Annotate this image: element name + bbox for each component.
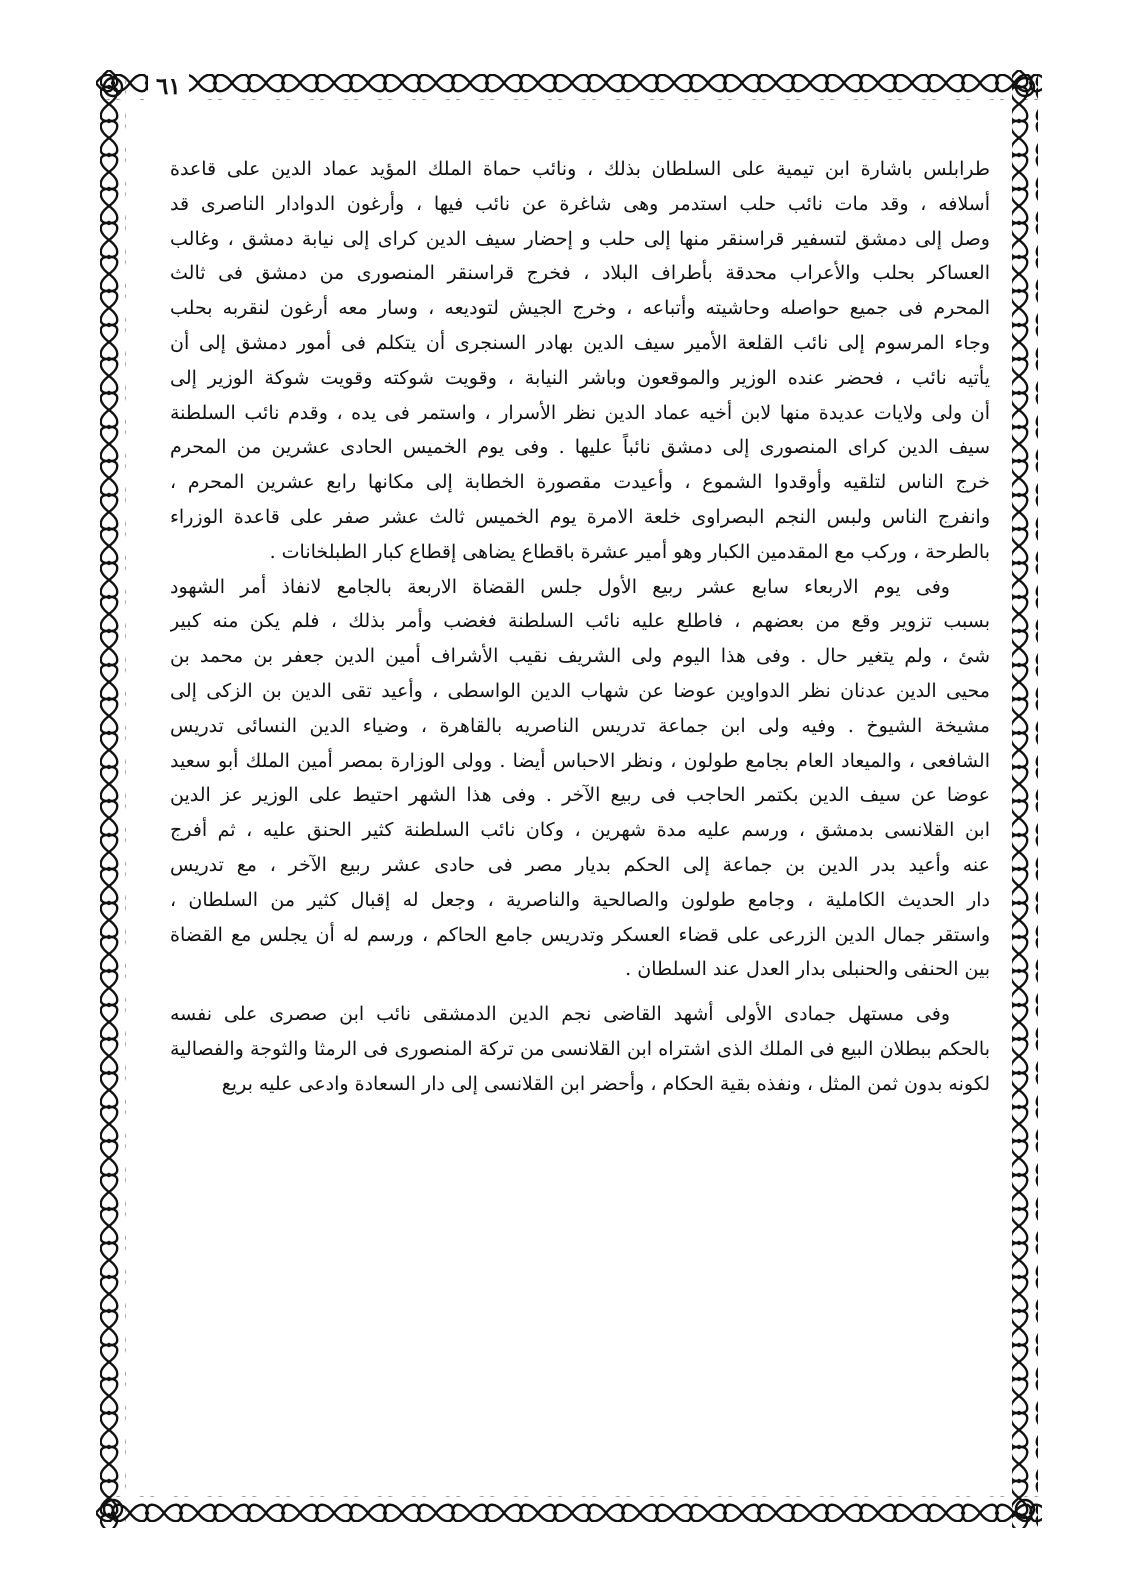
text-line: وانفرج الناس ولبس النجم البصراوى خلعة الامرة يوم الخميس ثالث عشر صفر على قاعدة الوزراء (170, 505, 990, 528)
text-line: أسلافه ، وقد مات نائب حلب استدمر وهى شاغرة عن نائب فيها ، وأرغون الدوادار الناصرى قد (170, 192, 990, 215)
paragraph (170, 997, 990, 1101)
text-line: بين الحنفى والحنبلى بدار العدل عند السلطان . (625, 958, 990, 981)
text-line: وجاء المرسوم إلى نائب القلعة الأمير سيف الدين بهادر السنجرى أن يتكلم فى أمور دمشق إلى أن (170, 331, 990, 354)
text-line: وفى يوم الاربعاء سابع عشر ربيع الأول جلس القضاة الاربعة بالجامع لانفاذ أمر الشهود (170, 575, 950, 598)
text-line: عنه وأعيد بدر الدين بن جماعة إلى الحكم بديار مصر فى حادى عشر ربيع الآخر ، مع تدريس (170, 853, 990, 876)
text-line: بالطرحة ، وركب مع المقدمين الكبار وهو أمير عشرة باقطاع يضاهى إقطاع كبار الطبلخانات . (269, 540, 990, 563)
text-line: خرج الناس لتلقيه وأوقدوا الشموع ، وأعيدت مقصورة الخطابة إلى مكانها رابع عشرين المحرم ، (170, 471, 990, 494)
text-line: سيف الدين كراى المنصورى إلى دمشق نائباً عليها . وفى يوم الخميس الحادى عشرين من المحرم (170, 436, 990, 459)
text-line: الشافعى ، والميعاد العام بجامع طولون ، ونظر الاحباس أيضا . وولى الوزارة بمصر أمين الملك أبو سعيد (170, 749, 990, 772)
text-line: مشيخة الشيوخ . وفيه ولى ابن جماعة تدريس الناصريه بالقاهرة ، وضياء الدين النسائى تدريس (170, 714, 990, 737)
text-line: وفى مستهل جمادى الأولى أشهد القاضى نجم الدين الدمشقى نائب ابن صصرى على نفسه (170, 1003, 950, 1026)
paragraph (170, 570, 990, 988)
text-line: عوضا عن سيف الدين بكتمر الحاجب فى ربيع الآخر . وفى هذا الشهر احتيط على الوزير عز الدين (170, 784, 990, 807)
text-line: بسبب تزوير وقع من بعضهم ، فاطلع عليه نائب السلطنة فغضب وأمر بذلك ، فلم يكن منه كبير (170, 610, 990, 633)
text-line: شئ ، ولم يتغير حال . وفى هذا اليوم ولى الشريف نقيب الأشراف أمين الدين جعفر بن محمد بن (170, 645, 990, 668)
text-line: ابن القلانسى بدمشق ، ورسم عليه مدة شهرين ، وكان نائب السلطنة كثير الحنق عليه ، ثم أفرج (170, 819, 990, 842)
text-line: لكونه بدون ثمن المثل ، ونفذه بقية الحكام ، وأحضر ابن القلانسى إلى دار السعادة وادعى عليه بريع (221, 1072, 990, 1095)
text-line: محيى الدين عدنان نظر الدواوين عوضا عن شهاب الدين الواسطى ، وأعيد تقى الدين بن الزكى إلى (170, 679, 990, 702)
text-line: بالحكم ببطلان البيع فى الملك الذى اشتراه ابن القلانسى من تركة المنصورى فى الرمثا والثوجة والفصالية (170, 1037, 990, 1060)
text-line: واستقر جمال الدين الزرعى على قضاء العسكر وتدريس جامع الحاكم ، ورسم له أن يجلس مع القضاة (170, 923, 990, 946)
text-line: طرابلس باشارة ابن تيمية على السلطان بذلك ، ونائب حماة الملك المؤيد عماد الدين على قاعدة (170, 158, 990, 180)
text-line: دار الحديث الكاملية ، وجامع طولون والصالحية والناصرية ، وجعل له إقبال كثير من السلطان ، (170, 888, 990, 911)
text-line: وصل إلى دمشق لتسفير قراسنقر منها إلى حلب و إحضار سيف الدين كراى إلى نيابة دمشق ، وغالب (170, 227, 990, 250)
text-line: أن ولى ولايات عديدة منها لابن أخيه عماد الدين نظر الأسرار ، واستمر فى يده ، وقدم نائب السلطنة (170, 401, 990, 424)
text-line: المحرم فى جميع حواصله وحاشيته وأتباعه ، وخرج الجيش لتوديعه ، وسار معه أرغون لنقربه بحلب (170, 297, 990, 320)
paragraph (170, 152, 990, 570)
body-text (170, 152, 990, 1102)
text-line: العساكر بحلب والأعراب محدقة بأطراف البلاد ، فخرج قراسنقر المنصورى من دمشق فى ثالث (170, 262, 990, 285)
page-number: ٦١ (148, 73, 189, 100)
text-line: يأتيه نائب ، فحضر عنده الوزير والموقعون وباشر النيابة ، وقويت شوكته وقويت شوكة الوزير إلى (170, 366, 990, 389)
